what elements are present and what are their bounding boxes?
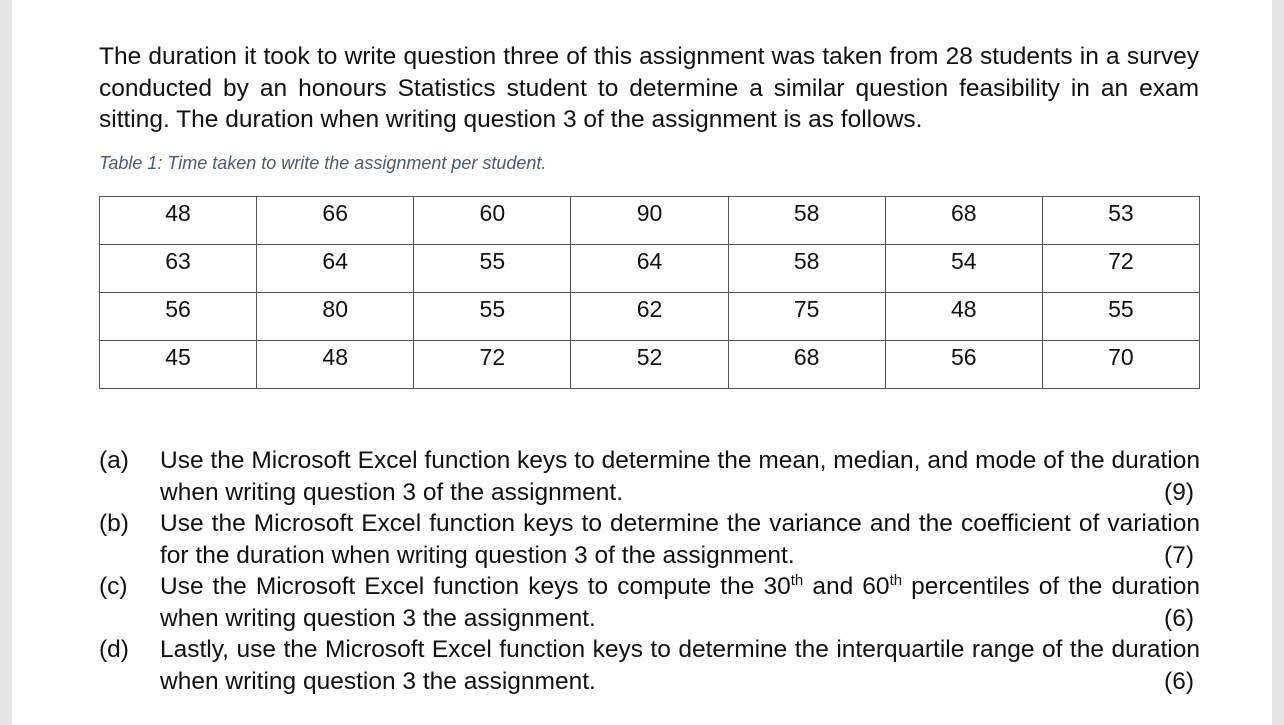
table-cell: 68 (885, 197, 1042, 245)
table-cell: 56 (100, 293, 257, 341)
table-cell: 70 (1042, 341, 1199, 389)
table-row (100, 245, 1200, 293)
table-row (100, 197, 1200, 245)
question-label: (b) (99, 510, 129, 537)
question-marks: (6) (1164, 667, 1194, 695)
table-cell: 72 (1042, 245, 1199, 293)
table-caption: Table 1: Time taken to write the assignment per student. (99, 153, 547, 173)
table-cell: 63 (100, 245, 257, 293)
question-text-part: and 60 (803, 573, 890, 600)
question-item-a (99, 445, 1200, 508)
table-cell: 72 (414, 341, 571, 389)
table-cell: 55 (414, 293, 571, 341)
document-page (12, 0, 1272, 725)
table-cell: 64 (571, 245, 728, 293)
table-cell: 48 (257, 341, 414, 389)
table-row (100, 341, 1200, 389)
question-text-part: Use the Microsoft Excel function keys to compute the 30 (160, 573, 791, 600)
question-label: (d) (99, 636, 129, 663)
question-marks: (7) (1164, 541, 1194, 569)
question-text: Use the Microsoft Excel function keys to determine the variance and the coefficient of variation for the duration when writing question 3 of the assignment. (160, 510, 1200, 569)
table-cell: 62 (571, 293, 728, 341)
table-cell: 52 (571, 341, 728, 389)
table-cell: 80 (257, 293, 414, 341)
ordinal-suffix: th (889, 571, 903, 589)
question-marks: (6) (1164, 604, 1194, 632)
question-item-b (99, 508, 1200, 571)
question-label: (a) (99, 447, 129, 474)
table-cell: 48 (100, 197, 257, 245)
question-label: (c) (99, 573, 128, 600)
question-body (160, 445, 1200, 508)
ordinal-suffix: th (790, 571, 804, 589)
table-cell: 64 (257, 245, 414, 293)
question-body (160, 634, 1200, 697)
table-cell: 55 (414, 245, 571, 293)
table-cell: 66 (257, 197, 414, 245)
table-cell: 60 (414, 197, 571, 245)
table-cell: 58 (728, 245, 885, 293)
question-body (160, 571, 1200, 634)
duration-table (99, 196, 1200, 389)
question-text: Lastly, use the Microsoft Excel function keys to determine the interquartile range of the duration when writing question 3 the assignment. (160, 636, 1200, 695)
question-item-d (99, 634, 1200, 697)
table-cell: 58 (728, 197, 885, 245)
question-marks: (9) (1164, 478, 1194, 506)
table-cell: 68 (728, 341, 885, 389)
question-body (160, 508, 1200, 571)
question-text (160, 571, 1200, 634)
question-text-part: percentiles of the duration when writing question 3 the assignment. (160, 573, 1200, 632)
intro-paragraph: The duration it took to write question three of this assignment was taken from 28 students in a survey conducted by an honours Statistics student to determine a similar question feasibility in an exam sitting. The duration when writing question 3 of the assignment is as follows. (99, 43, 1199, 133)
question-list (99, 445, 1200, 697)
table-cell: 55 (1042, 293, 1199, 341)
table-cell: 90 (571, 197, 728, 245)
question-text: Use the Microsoft Excel function keys to determine the mean, median, and mode of the duration when writing question 3 of the assignment. (160, 447, 1200, 506)
table-cell: 54 (885, 245, 1042, 293)
table-row (100, 293, 1200, 341)
table-cell: 48 (885, 293, 1042, 341)
table-cell: 45 (100, 341, 257, 389)
table-cell: 75 (728, 293, 885, 341)
question-item-c (99, 571, 1200, 634)
table-cell: 53 (1042, 197, 1199, 245)
table-cell: 56 (885, 341, 1042, 389)
